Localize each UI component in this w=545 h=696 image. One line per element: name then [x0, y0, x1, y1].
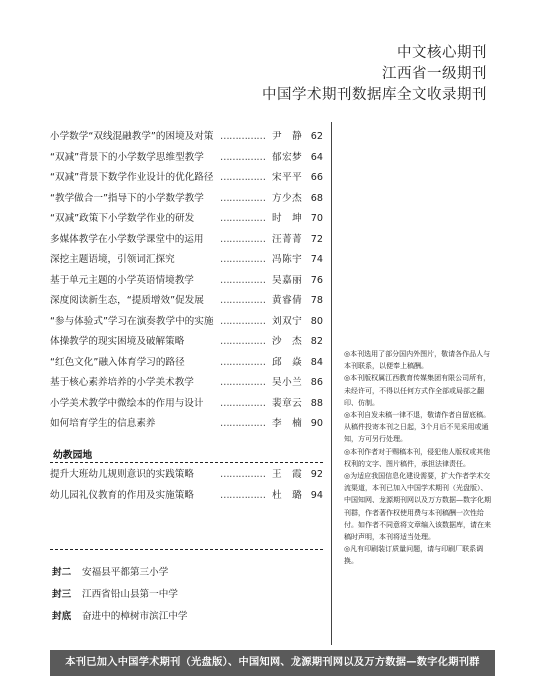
toc-author: 李 楠 — [272, 418, 303, 429]
toc-author: 郁宏梦 — [272, 151, 303, 163]
toc-title: “教学做合一”指导下的小学数学教学 — [50, 192, 204, 204]
toc-entry[interactable] — [50, 395, 323, 413]
section-divider — [50, 462, 323, 463]
toc-entry[interactable] — [50, 333, 323, 351]
toc-page: 84 — [310, 356, 323, 368]
toc-title: 如何培育学生的信息素养 — [50, 418, 156, 429]
cover-credit — [52, 608, 188, 622]
toc-leader: …………… — [220, 489, 266, 501]
toc-page: 68 — [310, 192, 323, 204]
cover-text: 江西省铅山县第一中学 — [82, 589, 178, 600]
indexing-banner: 本刊已加入中国学术期刊（光盘版）、中国知网、龙源期刊网以及万方数据—数字化期刊群 — [50, 650, 495, 676]
cover-text: 安福县平都第三小学 — [82, 567, 169, 578]
toc-leader: …………… — [220, 356, 266, 368]
toc-author: 黄睿倩 — [272, 295, 303, 306]
toc-entry[interactable] — [50, 210, 323, 228]
toc-leader: …………… — [220, 377, 266, 388]
toc-leader: …………… — [220, 418, 266, 429]
toc-entry[interactable] — [50, 190, 323, 208]
toc-author: 王 霞 — [272, 469, 303, 480]
toc-entry[interactable] — [50, 466, 323, 484]
notice-paragraph: ◎为适应我国信息化建设需要，扩大作者学术交流渠道，本刊已加入中国学术期刊（光盘版）、中国知网、龙源期刊网以及万方数据—数字化期刊群，作者著作权使用费与本刊稿酬一次性给付。如作者不同意将文章编入该数据库，请在来稿时声明，本刊将适当处理。 — [344, 472, 491, 542]
toc-title: 基于单元主题的小学英语情境教学 — [50, 274, 194, 286]
toc-entry[interactable] — [50, 149, 323, 167]
toc-page: 70 — [310, 213, 323, 224]
cover-label: 封二 — [52, 567, 72, 578]
toc-author: 吴嘉丽 — [272, 274, 303, 286]
cover-label: 封三 — [52, 589, 72, 600]
toc-title: “双减”背景下数学作业设计的优化路径 — [50, 172, 214, 183]
toc-page: 72 — [310, 233, 323, 245]
toc-entry[interactable] — [50, 354, 323, 372]
toc-title: 体操教学的现实困境及破解策略 — [50, 336, 185, 347]
toc-leader: …………… — [220, 315, 266, 327]
toc-page: 64 — [310, 151, 323, 163]
notice-paragraph: ◎本刊版权属江西教育传媒集团有限公司所有，未经许可，不得以任何方式作全部或局部之翻印、仿制。 — [344, 374, 491, 407]
toc-author: 尹 静 — [272, 131, 303, 142]
toc-entry[interactable] — [50, 374, 323, 392]
toc-author: 裴章云 — [272, 397, 303, 409]
toc-page: 78 — [310, 295, 323, 306]
toc-leader: …………… — [220, 233, 266, 245]
cover-credit — [52, 586, 178, 600]
toc-page: 80 — [310, 315, 323, 327]
toc-author: 时 坤 — [272, 213, 303, 224]
toc-leader: …………… — [220, 131, 266, 142]
toc-entry[interactable] — [50, 313, 323, 331]
toc-leader: …………… — [220, 469, 266, 480]
toc-title: 基于核心素养培养的小学美术教学 — [50, 377, 194, 388]
cover-credit — [52, 564, 168, 578]
toc-page: 90 — [310, 418, 323, 429]
toc-author: 吴小兰 — [272, 377, 303, 388]
toc-author: 汪菁菁 — [272, 233, 303, 245]
notice-paragraph: ◎本刊自发未稿一律不退，敬请作者自留底稿。从稿件投寄本刊之日起，3个月后不见采用或通知，方可另行处理。 — [344, 411, 491, 444]
toc-page: 62 — [310, 131, 323, 142]
toc-author: 冯陈宇 — [272, 254, 303, 265]
toc-entry[interactable] — [50, 231, 323, 249]
toc-entry[interactable] — [50, 292, 323, 310]
toc-page: 88 — [310, 397, 323, 409]
toc-title: “参与体验式”学习在演奏教学中的实施 — [50, 315, 214, 327]
toc-entry[interactable] — [50, 272, 323, 290]
toc-leader: …………… — [220, 254, 266, 265]
toc-author: 宋平平 — [272, 172, 303, 183]
toc-title: “双减”政策下小学数学作业的研发 — [50, 213, 195, 224]
toc-page: 86 — [310, 377, 323, 388]
toc-page: 76 — [310, 274, 323, 286]
masthead-line-2: 江西省一级期刊 — [382, 66, 487, 82]
toc-leader: …………… — [220, 151, 266, 163]
toc-title: 小学数学“双线混融教学”的困境及对策 — [50, 131, 214, 142]
toc-author: 沙 杰 — [272, 336, 303, 347]
toc-leader: …………… — [220, 274, 266, 286]
masthead-line-1: 中文核心期刊 — [397, 45, 487, 61]
toc-page: 66 — [310, 172, 323, 183]
toc-entry[interactable] — [50, 251, 323, 269]
toc-leader: …………… — [220, 397, 266, 409]
toc-leader: …………… — [220, 192, 266, 204]
toc-title: 深度阅读新生态，“提质增效”促发展 — [50, 295, 204, 306]
toc-leader: …………… — [220, 213, 266, 224]
toc-page: 82 — [310, 336, 323, 347]
toc-leader: …………… — [220, 336, 266, 347]
editorial-notice — [344, 348, 494, 568]
toc-title: 提升大班幼儿规则意识的实践策略 — [50, 469, 194, 480]
toc-entry[interactable] — [50, 128, 323, 146]
toc-author: 刘双宁 — [272, 315, 303, 327]
toc-author: 杜 璐 — [272, 489, 303, 501]
cover-text: 奋进中的樟树市滨江中学 — [82, 611, 188, 622]
toc-page: 94 — [310, 489, 323, 501]
toc-page: 74 — [310, 254, 323, 265]
toc-title: “双减”背景下的小学数学思维型教学 — [50, 151, 204, 163]
masthead-line-3: 中国学术期刊数据库全文收录期刊 — [262, 87, 487, 103]
toc-title: “红色文化”融入体育学习的路径 — [50, 356, 185, 368]
cover-divider — [50, 549, 323, 550]
toc-entry[interactable] — [50, 415, 323, 433]
notice-paragraph: ◎本刊作者对于赐稿本刊，侵犯他人版权或其他权利的文字、图片稿件，承担法律责任。 — [344, 447, 491, 468]
toc-entry[interactable] — [50, 487, 323, 505]
notice-paragraph: ◎本刊选用了部分国内外图片，敬请各作品人与本刊联系，以便奉上稿酬。 — [344, 350, 491, 371]
toc-author: 邱 焱 — [272, 356, 303, 368]
section-heading: 幼教园地 — [53, 450, 93, 461]
toc-page: 92 — [310, 469, 323, 480]
notice-paragraph: ◎凡有印刷装订质量问题，请与印刷厂联系调换。 — [344, 545, 484, 566]
toc-author: 方少杰 — [272, 192, 303, 204]
toc-leader: …………… — [220, 295, 266, 306]
column-divider — [331, 122, 332, 645]
toc-entry[interactable] — [50, 169, 323, 187]
cover-label: 封底 — [52, 611, 72, 622]
toc-title: 多媒体教学在小学数学课堂中的运用 — [50, 233, 204, 245]
toc-title: 幼儿园礼仪教育的作用及实施策略 — [50, 489, 194, 501]
toc-leader: …………… — [220, 172, 266, 183]
toc-title: 小学美术教学中微绘本的作用与设计 — [50, 397, 204, 409]
toc-title: 深挖主题语境，引领词汇探究 — [50, 254, 175, 265]
